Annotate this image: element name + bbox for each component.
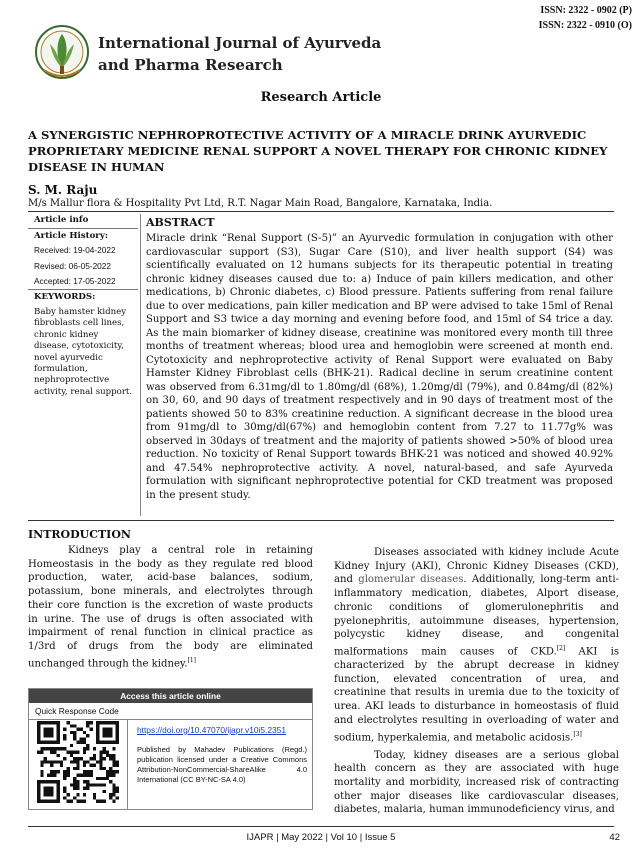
intro-paragraph-2-text-a: Diseases associated with kidney include Acute Kidney Injury (AKI), Chronic Kidney Diseases (CKD), and xyxy=(334,547,619,586)
info-divider xyxy=(28,289,138,290)
author-affiliation: M/s Mallur flora & Hospitality Pvt Ltd, R.T. Nagar Main Road, Bangalore, Karnataka, India. xyxy=(28,198,493,209)
abstract-bottom-divider xyxy=(28,520,614,521)
article-title: A SYNERGISTIC NEPHROPROTECTIVE ACTIVITY OF A MIRACLE DRINK AYURVEDIC PROPRIETARY MEDICINE RENAL SUPPORT A NOVEL THERAPY FOR CHRONIC KIDNEY DISEASE IN HUMAN xyxy=(28,128,608,174)
intro-paragraph-3: Today, kidney diseases are a serious global health concern as they are associated with huge mortality and morbidity, increased risk of contracting other major diseases like cardiovascular diseases, diabetes, malaria, human immunodeficiency virus, and xyxy=(334,749,619,816)
access-article-box xyxy=(28,688,313,810)
issn-block xyxy=(539,3,632,33)
citation-ref: [3] xyxy=(573,730,582,738)
license-text: Published by Mahadev Publications (Regd.) publication licensed under a Creative Commons Attribution-NonCommercial-ShareAlike 4.0 International (CC BY-NC-SA 4.0) xyxy=(137,745,307,784)
article-info-heading: Article info xyxy=(34,215,89,225)
journal-name xyxy=(98,32,381,76)
journal-name-line1: International Journal of Ayurveda xyxy=(98,34,382,52)
introduction-column-right xyxy=(334,546,619,821)
received-date: Received: 19-04-2022 xyxy=(34,245,116,255)
introduction-column-left xyxy=(28,544,313,671)
header-divider xyxy=(28,211,614,212)
article-info-box xyxy=(28,214,138,442)
accepted-date: Accepted: 17-05-2022 xyxy=(34,276,116,286)
info-divider xyxy=(28,228,138,229)
journal-name-line2: and Pharma Research xyxy=(98,56,283,74)
intro-paragraph-2-text-c: AKI is characterized by the abrupt decrease in kidney function, elevated concentration of urea, and creatinine that results in uremia due to the toxicity of urea. AKI leads to disturbance in homeostasis of fluid and electrolytes resulting in overloading of water and sodium, hyperkalemia, and metabolic acidosis. xyxy=(334,646,619,743)
intro-paragraph-2 xyxy=(334,546,619,745)
intro-paragraph-1 xyxy=(28,544,313,671)
revised-date: Revised: 06-05-2022 xyxy=(34,261,112,271)
abstract-heading: ABSTRACT xyxy=(146,216,215,229)
keywords-text: Baby hamster kidney fibroblasts cell lines, chronic kidney disease, cytotoxicity, novel ayurvedic formulation, nephroprotective activity, renal support. xyxy=(34,307,133,397)
issn-online: ISSN: 2322 - 0910 (O) xyxy=(538,20,632,31)
footer-divider xyxy=(28,826,614,827)
access-divider xyxy=(29,719,312,720)
article-history-label: Article History: xyxy=(34,231,109,241)
issn-print: ISSN: 2322 - 0902 (P) xyxy=(540,5,632,16)
doi-link[interactable]: https://doi.org/10.47070/ijapr.v10i5.2351 xyxy=(137,725,286,735)
journal-logo-icon xyxy=(34,22,90,86)
intro-paragraph-2-text-b: . Additionally, long-term anti-inflammatory medication, diabetes, Alport disease, chronic conditions of glomerulonephritis and pyelonephritis, autoimmune diseases, hypertension, polycystic kidney disease, and congenital malformations main causes of CKD. xyxy=(334,574,619,658)
qr-code-icon[interactable] xyxy=(37,721,119,803)
introduction-heading: INTRODUCTION xyxy=(28,528,131,541)
author-name: S. M. Raju xyxy=(28,183,98,197)
intro-paragraph-1-text: Kidneys play a central role in retaining Homeostasis in the body as they regulate red blood production, water, acid-base balances, sodium, potassium, bone minerals, and electrolytes through their core function is the excretion of waste products in urine. The use of drugs is often associated with impairment of renal function in clinical practice as 1/3rd of drugs from the body are eliminated unchanged through the kidney. xyxy=(28,545,313,669)
glomerular-diseases-link: glomerular diseases xyxy=(358,574,464,586)
citation-ref: [1] xyxy=(187,656,196,664)
access-column-divider xyxy=(127,719,128,809)
citation-ref: [2] xyxy=(556,644,566,652)
info-abstract-divider xyxy=(140,214,141,516)
page-number: 42 xyxy=(609,832,620,843)
qr-code-label: Quick Response Code xyxy=(35,706,119,716)
abstract-text: Miracle drink “Renal Support (S-5)” an Ayurvedic formulation in conjugation with other cardiovascular support (S3), Sugar Care (S10), and liver health support (S4) was scientifically evaluated on 12 humans subjects for its therapeutic potential in treating chronic kidney diseases caused due to: a) Induce of pain killers medication, and other medications, b) Chronic diabetes, c) Blood pressure. Patients suffering from renal failure due to over medications, pain killer medication and BP were advised to take 15ml of Renal Support and S3 twice a day morning and evening before food, and 15ml of S4 trice a day. As the main biomarker of kidney disease, creatinine was monitored every month till three months of treatment whereas; blood urea and hemoglobin were screened at month end. Cytotoxicity and nephroprotective activity of Renal Support were evaluated on Baby Hamster Kidney Fibroblast cells (BHK-21). Radical decline in serum creatinine content was observed from 6.31mg/dl to 1.80mg/dl (68%), 1.20mg/dl (79%), and 0.84mg/dl (82%) on 30, 60, and 90 days of treatment respectively and in 90 days of treatment most of the patients showed 50 to 83% creatinine reduction. A significant decrease in the blood urea from 91mg/dl to 30mg/dl(67%) and hemoglobin content from 7.27 to 11.77g% was observed in 30days of treatment and the majority of patients showed >50% of blood urea reduction. No toxicity of Renal Support towards BHK-21 was noticed and showed 40.92% and 47.54% nephroprotective activity. A novel, natural-based, and safe Ayurveda formulation with significant nephroprotective potential for CKD treatment was proposed in the present study. xyxy=(146,233,613,501)
keywords-label: KEYWORDS: xyxy=(34,292,96,302)
article-type: Research Article xyxy=(260,90,382,105)
access-box-title: Access this article online xyxy=(29,689,312,703)
footer-citation: IJAPR | May 2022 | Vol 10 | Issue 5 xyxy=(246,832,396,843)
